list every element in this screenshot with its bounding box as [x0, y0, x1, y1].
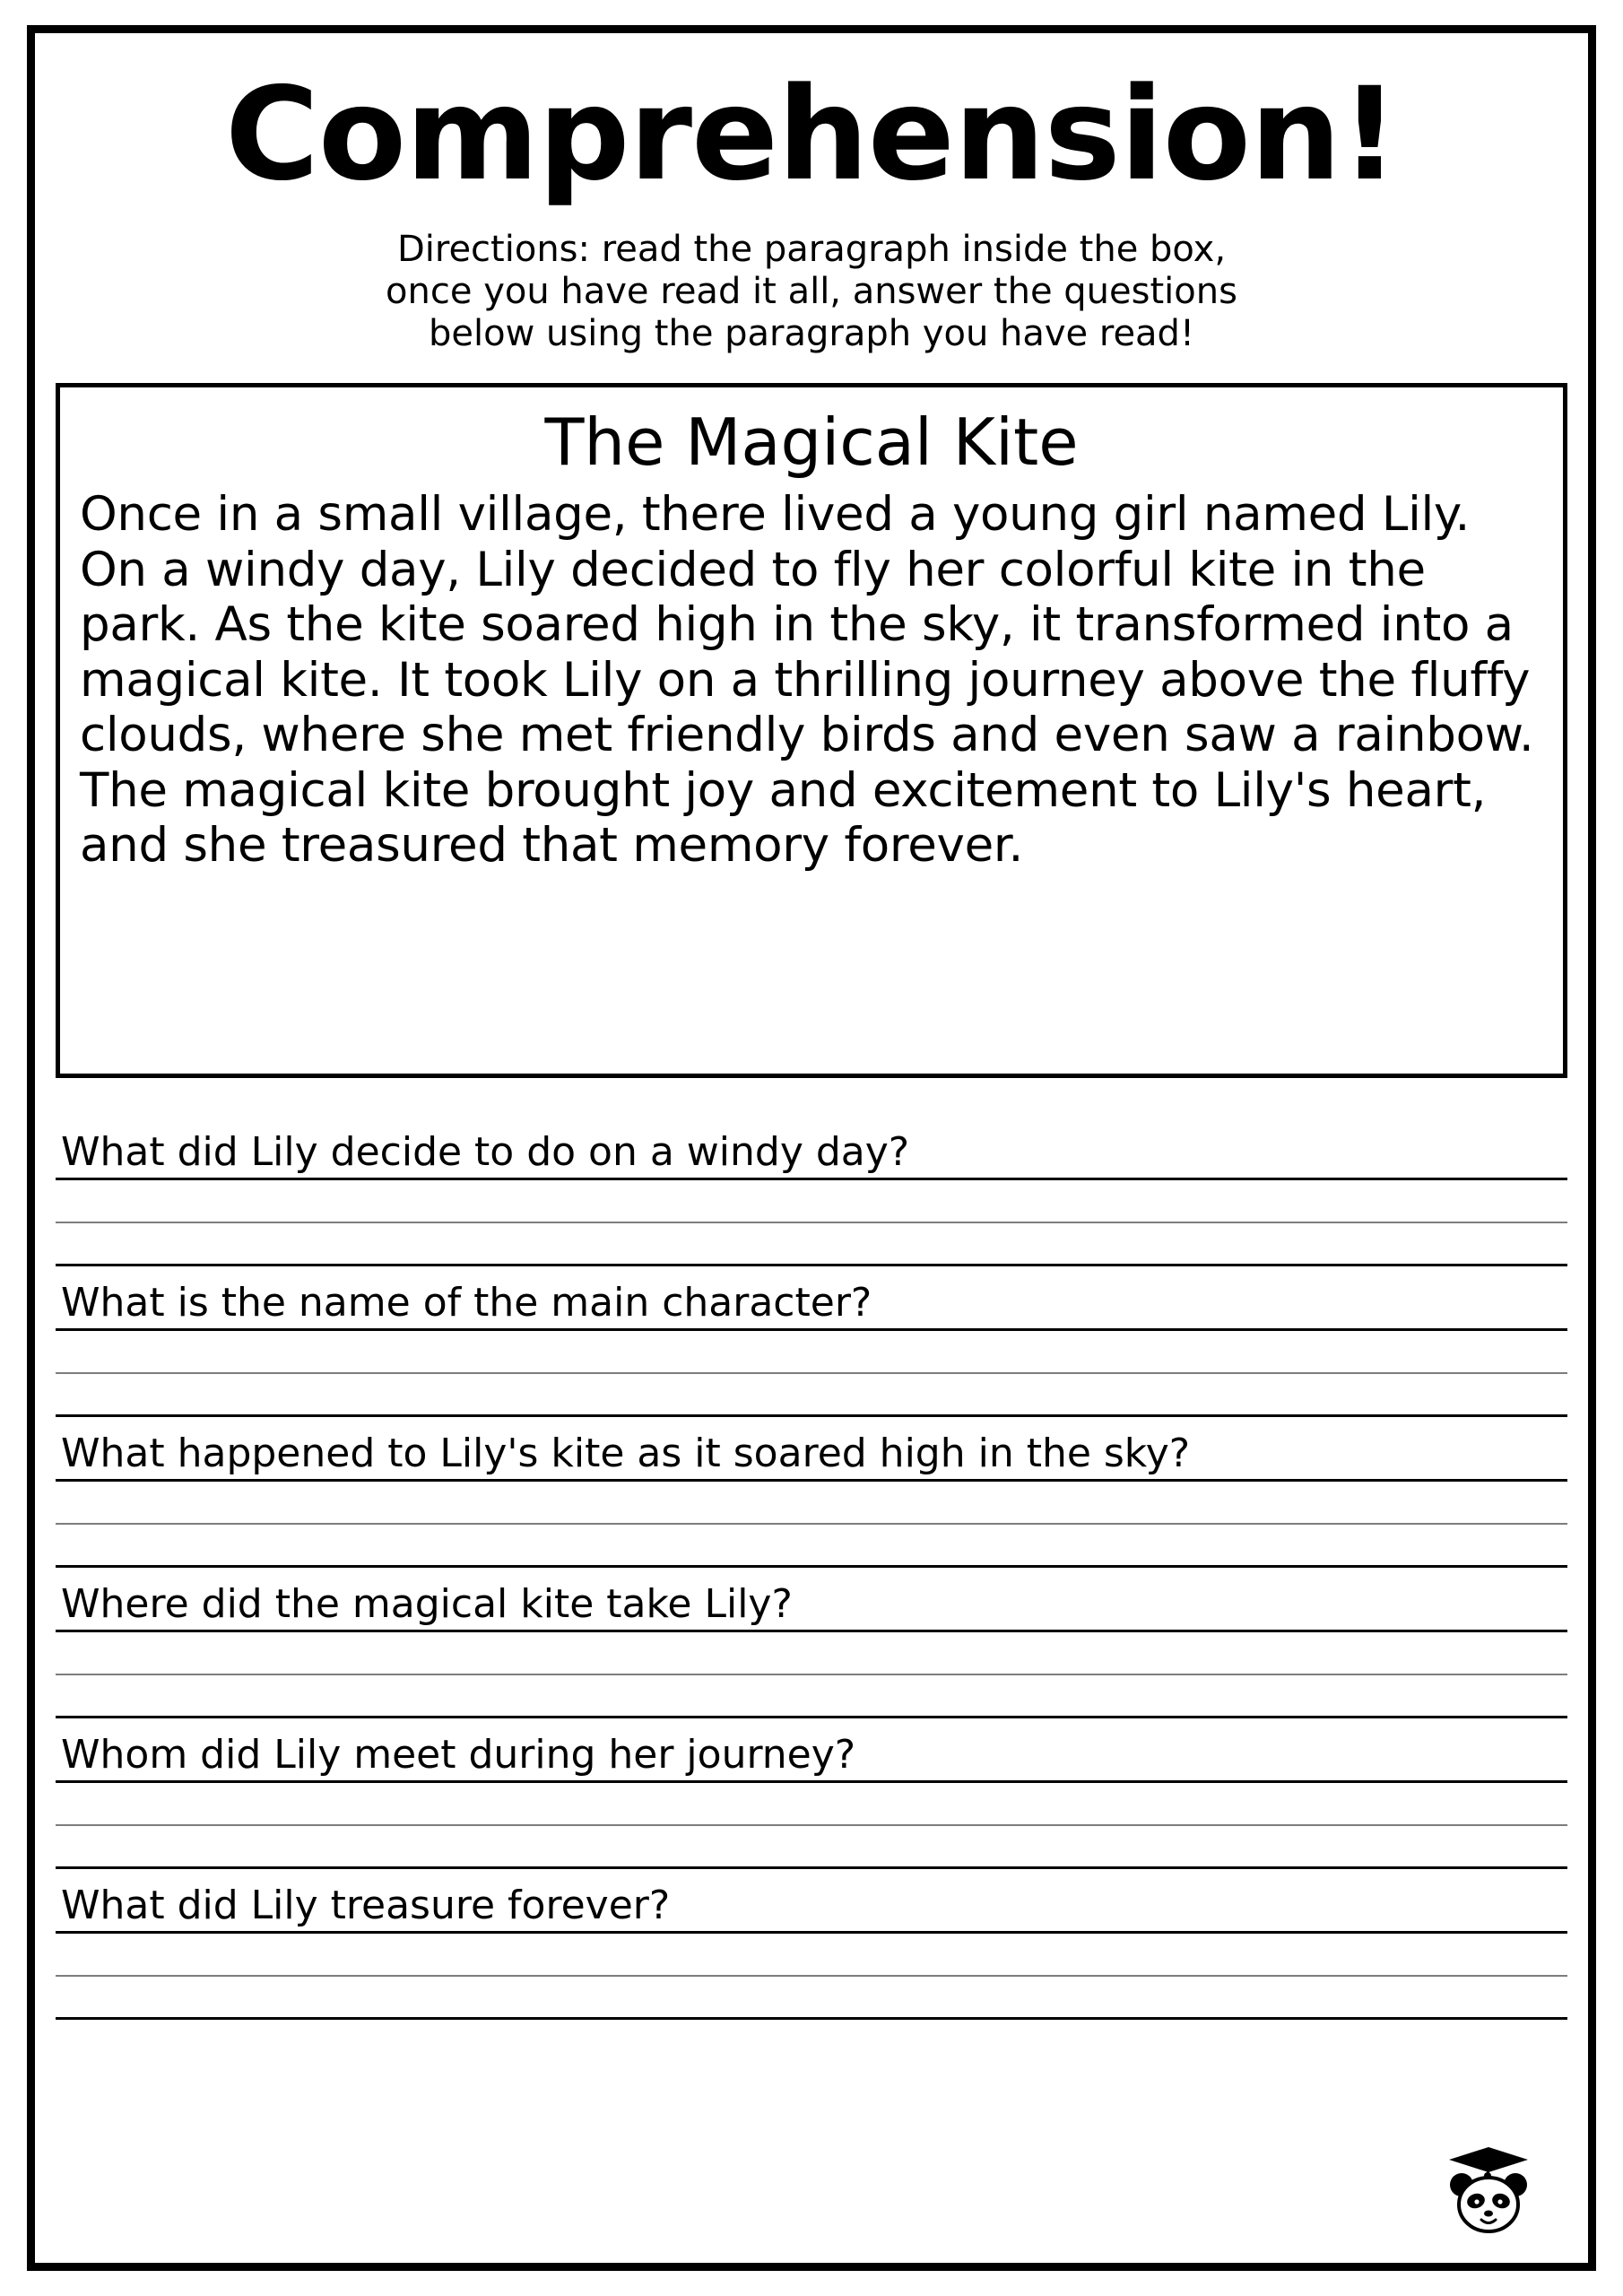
answer-line[interactable]	[56, 1632, 1567, 1675]
passage-title: The Magical Kite	[544, 404, 1079, 480]
answer-line[interactable]	[56, 1675, 1567, 1718]
answer-line[interactable]	[56, 1783, 1567, 1826]
page-title: Comprehension!	[224, 59, 1399, 209]
answer-line[interactable]	[56, 1374, 1567, 1417]
answer-rule	[56, 2017, 1567, 2020]
directions-line-1: Directions: read the paragraph inside the box,	[396, 229, 1227, 270]
answer-line[interactable]	[56, 1180, 1567, 1223]
question-line	[56, 1426, 1567, 1482]
question-line	[56, 1577, 1567, 1632]
question-line	[56, 1727, 1567, 1783]
question-block	[56, 1275, 1567, 1417]
directions-line-3: below using the paragraph you have read!	[429, 313, 1194, 355]
question-text: Where did the magical kite take Lily?	[61, 1585, 802, 1624]
answer-line[interactable]	[56, 1826, 1567, 1869]
passage-text: Once in a small village, there lived a young girl named Lily. On a windy day, Lily decided to fly her colorful kite in the park. As the kite soared high in the sky, it transformed into a magical kite. It took Lily on a thrilling journey above the fluffy clouds, where she met friendly birds and even saw a rainbow. The magical kite brought joy and excitement to Lily's heart, and she treasured that memory forever.	[80, 487, 1534, 873]
question-block	[56, 1125, 1567, 1266]
question-line	[56, 1878, 1567, 1934]
panda-graduate-logo-icon	[1435, 2133, 1542, 2240]
worksheet-content	[56, 50, 1567, 2246]
question-line	[56, 1125, 1567, 1180]
passage-box	[56, 383, 1567, 1078]
directions	[56, 229, 1567, 356]
answer-rule	[56, 1565, 1567, 1568]
answer-line[interactable]	[56, 1977, 1567, 2020]
answer-line[interactable]	[56, 1331, 1567, 1374]
answer-rule	[56, 1414, 1567, 1417]
question-text: Whom did Lily meet during her journey?	[61, 1735, 864, 1775]
question-text: What did Lily decide to do on a windy day?	[61, 1133, 918, 1172]
answer-line[interactable]	[56, 1482, 1567, 1525]
question-block	[56, 1577, 1567, 1718]
question-text: What is the name of the main character?	[61, 1283, 881, 1323]
question-block	[56, 1426, 1567, 1568]
question-block	[56, 1878, 1567, 2020]
question-text: What did Lily treasure forever?	[61, 1886, 679, 1926]
answer-line[interactable]	[56, 1934, 1567, 1977]
answer-line[interactable]	[56, 1223, 1567, 1266]
question-block	[56, 1727, 1567, 1869]
questions-section	[56, 1125, 1567, 2020]
question-line	[56, 1275, 1567, 1331]
answer-line[interactable]	[56, 1525, 1567, 1568]
answer-rule	[56, 1866, 1567, 1869]
answer-rule	[56, 1264, 1567, 1266]
question-text: What happened to Lily's kite as it soared high in the sky?	[61, 1434, 1199, 1474]
answer-rule	[56, 1716, 1567, 1718]
directions-line-2: once you have read it all, answer the questions	[386, 271, 1237, 313]
